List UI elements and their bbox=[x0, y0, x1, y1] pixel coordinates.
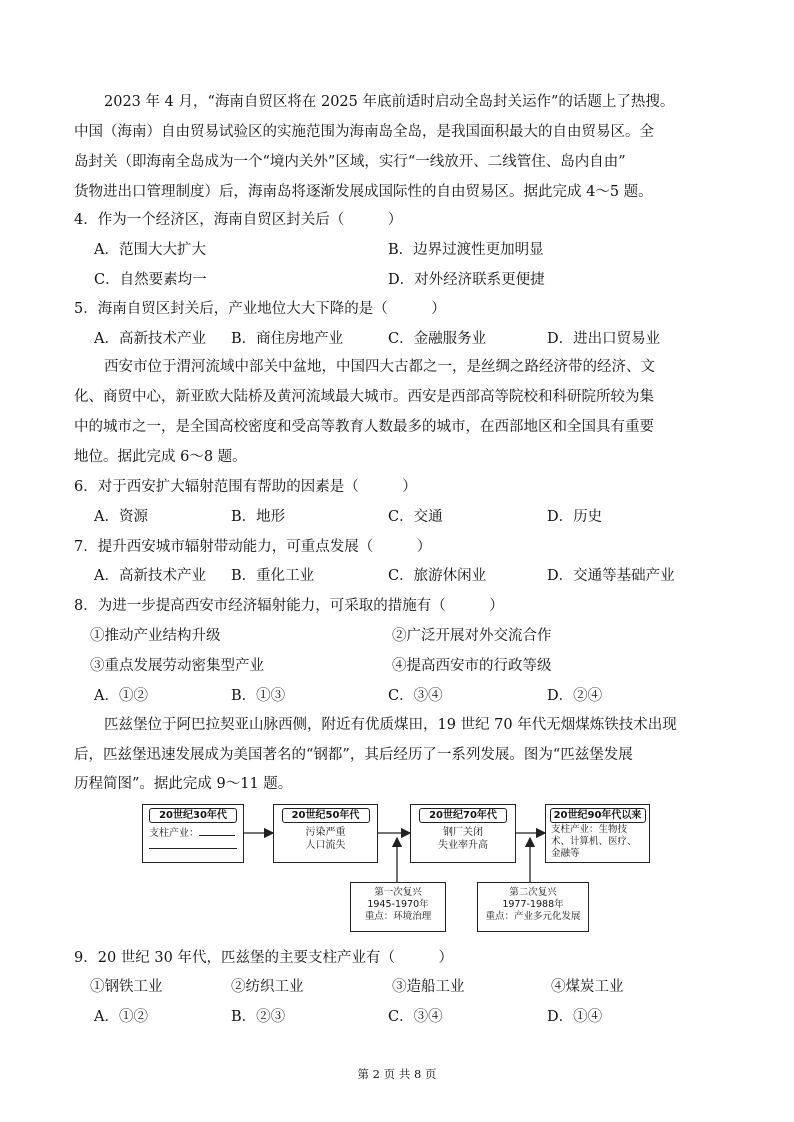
question-8-option-c[interactable]: C．③④ bbox=[388, 688, 443, 704]
question-8-item-4: ④提高西安市的行政等级 bbox=[392, 658, 552, 674]
box-1990s-line: 支柱产业：生物技 bbox=[551, 824, 628, 835]
box-1950s-line: 人口流失 bbox=[305, 840, 346, 851]
diagram-box-revival-1 bbox=[350, 882, 446, 932]
passage1-line: 2023 年 4 月，“海南自贸区将在 2025 年底前适时启动全岛封关运作”的话题上了热搜。 bbox=[104, 94, 675, 110]
box-1970s-line: 失业率升高 bbox=[438, 840, 488, 851]
question-7-option-b[interactable]: B．重化工业 bbox=[231, 568, 315, 584]
box-1930s-body: 支柱产业： bbox=[143, 826, 243, 840]
answer-blank bbox=[199, 826, 235, 836]
question-8-option-b[interactable]: B．①③ bbox=[231, 688, 286, 704]
passage3-line: 历程简图”。据此完成 9～11 题。 bbox=[74, 776, 293, 792]
question-4-option-c[interactable]: C．自然要素均一 bbox=[94, 272, 207, 288]
box-1970s-line: 钢厂关闭 bbox=[443, 827, 483, 838]
page-number-footer: 第 2 页 共 8 页 bbox=[357, 1067, 437, 1081]
question-9-option-b[interactable]: B．②③ bbox=[231, 1009, 286, 1025]
question-6-option-d[interactable]: D．历史 bbox=[547, 509, 603, 525]
passage2-line: 化、商贸中心，新亚欧大陆桥及黄河流域最大城市。西安是西部高等院校和科研院所较为集 bbox=[74, 389, 654, 405]
revival-2-line: 1977-1988年 bbox=[502, 899, 564, 910]
passage1-line: 岛封关（即海南全岛成为一个“境内关外”区域，实行“一线放开、二线管住、岛内自由” bbox=[74, 154, 626, 170]
box-1990s-line: 术、计算机、医疗、 bbox=[551, 836, 637, 847]
question-8-option-a[interactable]: A．①② bbox=[94, 688, 148, 704]
diagram-box-1950s bbox=[273, 804, 378, 863]
passage2-line: 中的城市之一，是全国高校密度和受高等教育人数最多的城市，在西部地区和全国具有重要 bbox=[74, 419, 654, 435]
question-8-option-d[interactable]: D．②④ bbox=[547, 688, 603, 704]
question-8-item-1: ①推动产业结构升级 bbox=[90, 628, 221, 644]
diagram-box-1930s bbox=[142, 804, 244, 863]
question-9-item-3: ③造船工业 bbox=[392, 979, 465, 995]
revival-2-line: 重点：产业多元化发展 bbox=[485, 911, 581, 922]
question-7-stem: 7．提升西安城市辐射带动能力，可重点发展（ ） bbox=[74, 539, 432, 555]
revival-2-line: 第二次复兴 bbox=[509, 887, 557, 898]
question-6-stem: 6．对于西安扩大辐射范围有帮助的因素是（ ） bbox=[74, 479, 417, 495]
passage1-line: 货物进出口管理制度）后，海南岛将逐渐发展成国际性的自由贸易区。据此完成 4～5 题。 bbox=[74, 184, 653, 200]
box-1930s-header: 20世纪30年代 bbox=[149, 808, 237, 823]
diagram-box-revival-2 bbox=[477, 882, 589, 932]
question-5-option-a[interactable]: A．高新技术产业 bbox=[94, 331, 206, 347]
question-7-option-d[interactable]: D．交通等基础产业 bbox=[547, 568, 675, 584]
revival-1-line: 第一次复兴 bbox=[374, 887, 422, 898]
box-1950s-header: 20世纪50年代 bbox=[282, 808, 370, 823]
box-1990s-line: 金融等 bbox=[551, 848, 580, 859]
question-7-option-c[interactable]: C．旅游休闲业 bbox=[388, 568, 487, 584]
question-9-stem: 9．20 世纪 30 年代，匹兹堡的主要支柱产业有（ ） bbox=[74, 950, 453, 966]
question-4-option-d[interactable]: D．对外经济联系更便捷 bbox=[388, 272, 545, 288]
diagram-box-1970s bbox=[410, 804, 516, 863]
question-9-item-1: ①钢铁工业 bbox=[90, 979, 163, 995]
question-9-item-2: ②纺织工业 bbox=[231, 979, 304, 995]
question-9-option-a[interactable]: A．①② bbox=[94, 1009, 148, 1025]
question-5-option-b[interactable]: B．商住房地产业 bbox=[231, 331, 344, 347]
question-8-item-2: ②广泛开展对外交流合作 bbox=[392, 628, 552, 644]
question-5-stem: 5．海南自贸区封关后，产业地位大大下降的是（ ） bbox=[74, 301, 446, 317]
question-6-option-b[interactable]: B．地形 bbox=[231, 509, 286, 525]
passage2-line: 西安市位于渭河流域中部关中盆地，中国四大古都之一，是丝绸之路经济带的经济、文 bbox=[104, 359, 655, 375]
box-1970s-header: 20世纪70年代 bbox=[419, 808, 507, 823]
question-5-option-d[interactable]: D．进出口贸易业 bbox=[547, 331, 661, 347]
passage2-line: 地位。据此完成 6～8 题。 bbox=[74, 449, 247, 465]
question-4-option-a[interactable]: A．范围大大扩大 bbox=[94, 242, 206, 258]
question-6-option-c[interactable]: C．交通 bbox=[388, 509, 443, 525]
revival-1-line: 重点：环境治理 bbox=[364, 911, 432, 922]
question-9-option-c[interactable]: C．③④ bbox=[388, 1009, 443, 1025]
answer-blank-line bbox=[149, 848, 237, 849]
question-9-option-d[interactable]: D．①④ bbox=[547, 1009, 603, 1025]
box-1990s-header: 20世纪90年代以来 bbox=[550, 808, 646, 823]
question-7-option-a[interactable]: A．高新技术产业 bbox=[94, 568, 206, 584]
passage3-line: 后，匹兹堡迅速发展成为美国著名的“钢都”，其后经历了一系列发展。图为“匹兹堡发展 bbox=[74, 747, 633, 763]
question-4-stem: 4．作为一个经济区，海南自贸区封关后（ ） bbox=[74, 212, 403, 228]
question-8-stem: 8．为进一步提高西安市经济辐射能力，可采取的措施有（ ） bbox=[74, 598, 504, 614]
passage3-line: 匹兹堡位于阿巴拉契亚山脉西侧，附近有优质煤田，19 世纪 70 年代无烟煤炼铁技术出现 bbox=[104, 717, 677, 733]
question-5-option-c[interactable]: C．金融服务业 bbox=[388, 331, 487, 347]
passage1-line: 中国（海南）自由贸易试验区的实施范围为海南岛全岛，是我国面积最大的自由贸易区。全 bbox=[74, 124, 654, 140]
question-9-item-4: ④煤炭工业 bbox=[551, 979, 624, 995]
question-8-item-3: ③重点发展劳动密集型产业 bbox=[90, 658, 264, 674]
revival-1-line: 1945-1970年 bbox=[367, 899, 429, 910]
question-4-option-b[interactable]: B．边界过渡性更加明显 bbox=[388, 242, 544, 258]
diagram-box-1990s bbox=[545, 804, 650, 863]
question-6-option-a[interactable]: A．资源 bbox=[94, 509, 148, 525]
box-1950s-line: 污染严重 bbox=[305, 827, 346, 838]
